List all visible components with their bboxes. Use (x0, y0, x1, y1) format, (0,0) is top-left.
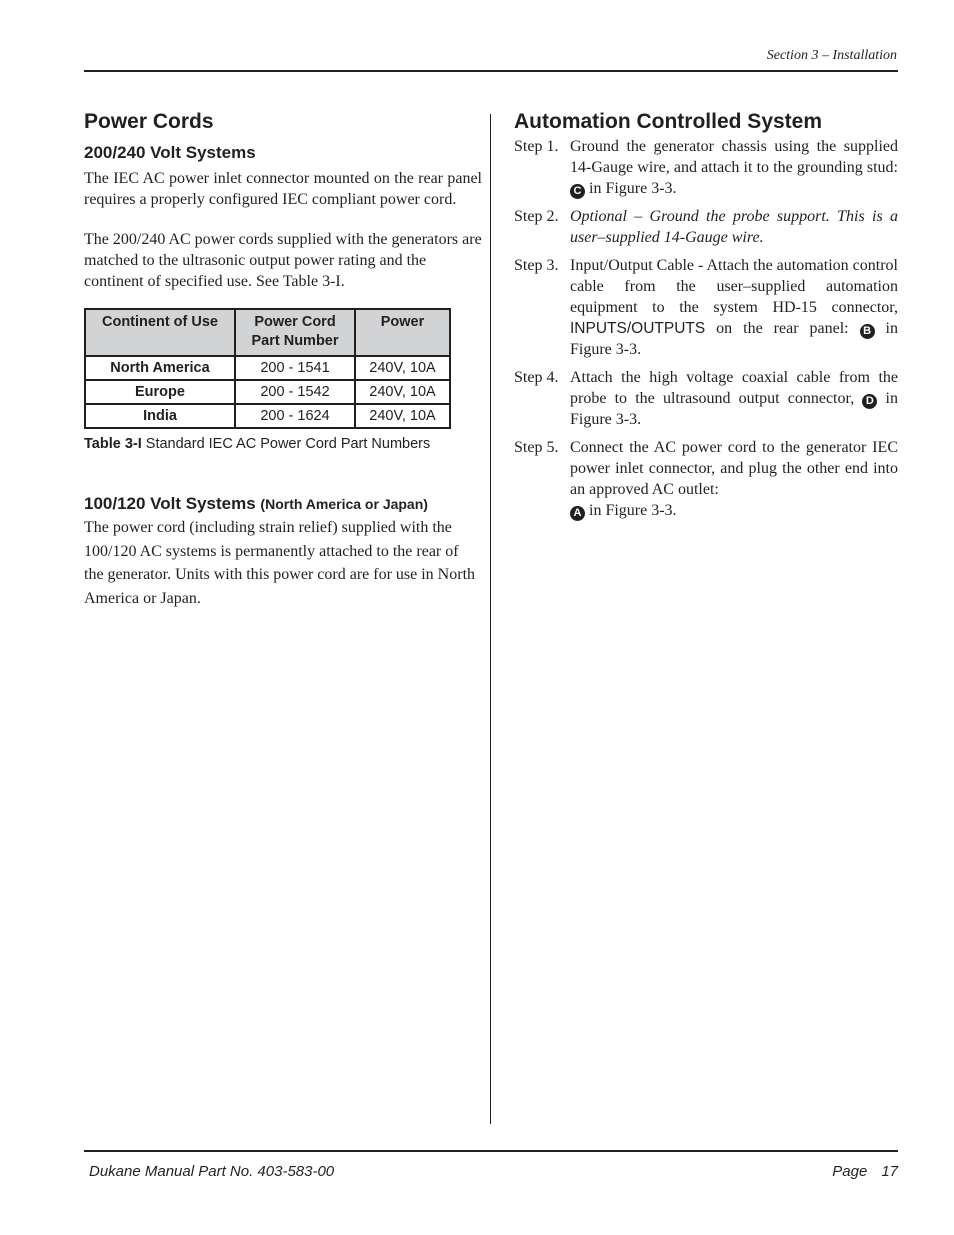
footer-part-number: Dukane Manual Part No. 403-583-00 (89, 1163, 335, 1180)
right-column (514, 108, 898, 521)
automation-heading: Automation Controlled System (514, 110, 823, 133)
volt-200-240-heading: 200/240 Volt Systems (84, 143, 256, 162)
step-text (570, 255, 898, 360)
step-text-main: Attach the high voltage coaxial cable from the probe to the ultrasound output connector, (570, 369, 898, 407)
page-number: 17 (881, 1163, 898, 1180)
step-label: Step 3. (514, 257, 559, 274)
table-header-part-number: Power Cord Part Number (235, 309, 355, 356)
step-1 (514, 136, 898, 199)
step-3 (514, 255, 898, 360)
step-text-main: Ground the generator chassis using the supplied 14-Gauge wire, and attach it to the grounding stud: (570, 138, 898, 176)
table-caption-text: Standard IEC AC Power Cord Part Numbers (141, 436, 431, 452)
volt-100-120-title: 100/120 Volt Systems (84, 494, 256, 513)
table-cell-continent: Europe (85, 380, 235, 404)
footer-rule (84, 1150, 898, 1152)
volt-100-120-heading (84, 493, 482, 515)
paragraph-iec-inlet: The IEC AC power inlet connector mounted on the rear panel requires a properly configured IEC compliant power cord. (84, 170, 482, 208)
page-label: Page (832, 1163, 868, 1180)
table-cell-power: 240V, 10A (355, 404, 450, 428)
power-cords-heading: Power Cords (84, 110, 214, 133)
step-text-ref: in Figure 3-3. (585, 502, 677, 519)
callout-d-icon: D (862, 394, 877, 409)
table-header-continent: Continent of Use (85, 309, 235, 356)
step-text-ref: in Figure 3-3. (585, 180, 677, 197)
step-label: Step 5. (514, 439, 559, 456)
step-5 (514, 437, 898, 521)
table-row (85, 356, 450, 380)
step-text-mid: on the rear panel: (705, 320, 860, 337)
step-text-main: Input/Output Cable - Attach the automation control cable from the user–supplied automation equipment to the system HD-15 connector, (570, 257, 898, 316)
table-header-row (85, 309, 450, 356)
table-cell-power: 240V, 10A (355, 380, 450, 404)
step-label: Step 4. (514, 369, 559, 386)
step-4 (514, 367, 898, 430)
header-rule (84, 70, 898, 72)
callout-b-icon: B (860, 324, 875, 339)
step-text (570, 136, 898, 199)
table-cell-part-number: 200 - 1624 (235, 404, 355, 428)
step-text: Optional – Ground the probe support. This is a user–supplied 14-Gauge wire. (570, 208, 898, 246)
step-text-ref: in Figure 3-3. (570, 320, 898, 358)
step-text-ref: in Figure 3-3. (570, 390, 898, 428)
table-cell-power: 240V, 10A (355, 356, 450, 380)
step-2 (514, 206, 898, 248)
table-caption (84, 436, 482, 452)
step-text-main: Connect the AC power cord to the generator IEC power inlet connector, and plug the other end into an approved AC outlet: (570, 439, 898, 498)
step-label: Step 1. (514, 138, 559, 155)
table-cell-part-number: 200 - 1542 (235, 380, 355, 404)
table-row (85, 380, 450, 404)
step-text (570, 437, 898, 521)
step-label: Step 2. (514, 208, 559, 225)
paragraph-cords-matched: The 200/240 AC power cords supplied with the generators are matched to the ultrasonic output power rating and the continent of specified use. See Table 3-I. (84, 231, 482, 290)
column-divider (490, 114, 491, 1124)
table-header-power: Power (355, 309, 450, 356)
footer-page (832, 1163, 898, 1180)
power-cord-table (84, 308, 451, 429)
inputs-outputs-label: INPUTS/OUTPUTS (570, 320, 706, 337)
step-text (570, 367, 898, 430)
table-cell-part-number: 200 - 1541 (235, 356, 355, 380)
paragraph-permanent-cord: The power cord (including strain relief) supplied with the 100/120 AC systems is permanently attached to the rear of the generator. Units with this power cord are for use in North America or Japan. (84, 519, 476, 607)
table-cell-continent: North America (85, 356, 235, 380)
section-header: Section 3 – Installation (766, 48, 897, 63)
callout-c-icon: C (570, 184, 585, 199)
volt-100-120-note: (North America or Japan) (260, 496, 428, 512)
table-row (85, 404, 450, 428)
table-caption-label: Table 3-I (84, 436, 142, 452)
callout-a-icon: A (570, 506, 585, 521)
left-column (84, 108, 482, 610)
table-cell-continent: India (85, 404, 235, 428)
